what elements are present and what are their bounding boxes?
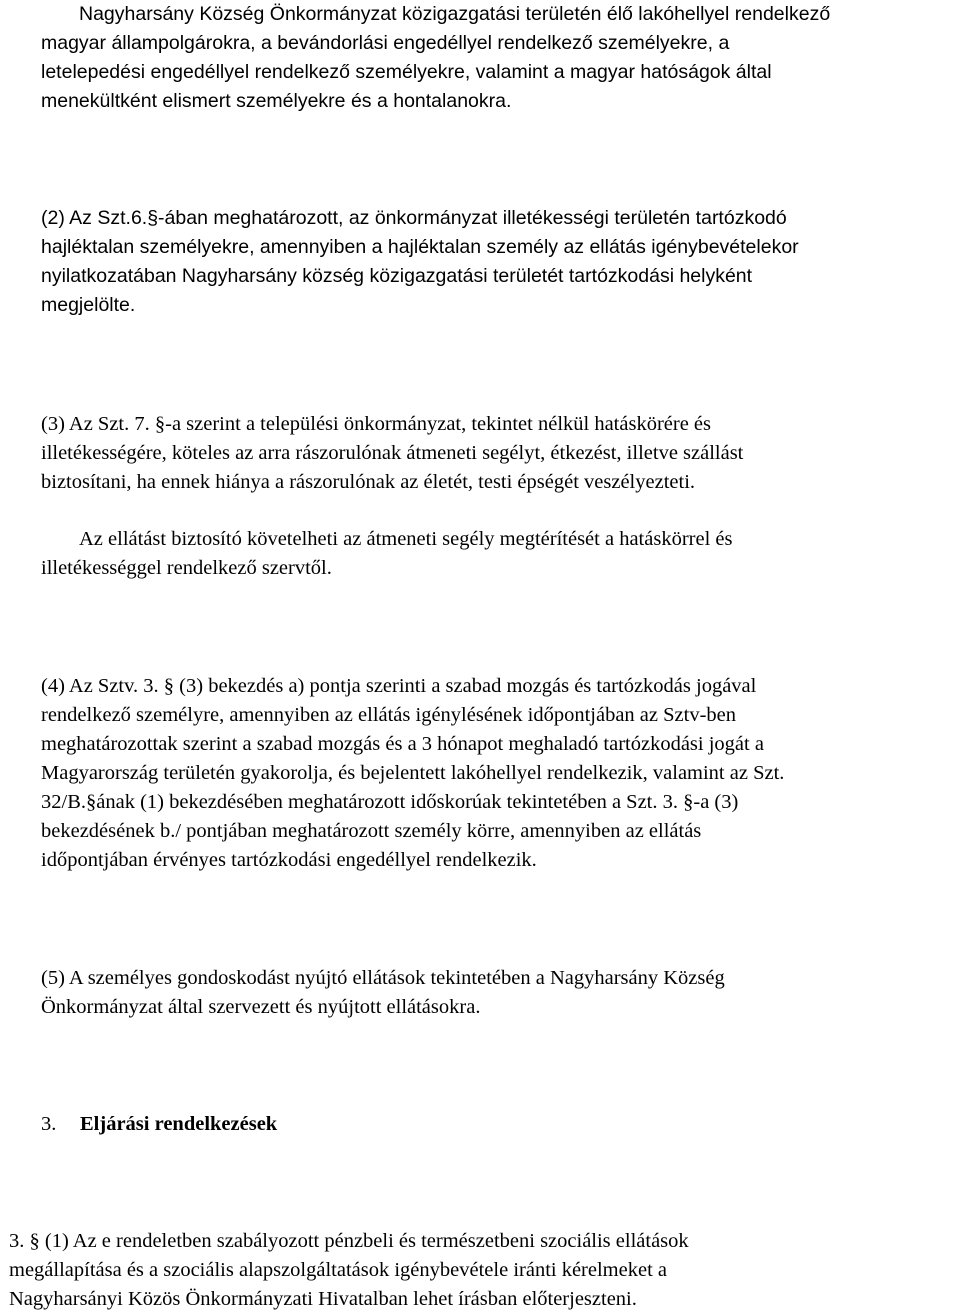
text-line: időpontjában érvényes tartózkodási engedéllyel rendelkezik.: [41, 849, 537, 871]
text-line: 3. § (1) Az e rendeletben szabályozott pénzbeli és természetbeni szociális ellátások: [9, 1230, 689, 1252]
paragraph-5-personal-care: [41, 964, 941, 1022]
text-line: 32/B.§ának (1) bekezdésében meghatározott időskorúak tekintetében a Szt. 3. §-a (3): [41, 791, 739, 813]
text-line: Önkormányzat által szervezett és nyújtott ellátásokra.: [41, 996, 481, 1018]
paragraph-2-homeless: [41, 204, 941, 320]
section-heading: Eljárási rendelkezések: [80, 1113, 278, 1135]
text-line: Az ellátást biztosító követelheti az átmeneti segély megtérítését a hatáskörrel és: [79, 528, 733, 550]
text-line: megjelölte.: [41, 294, 136, 316]
paragraph-section-3-1: [9, 1227, 909, 1314]
paragraph-3-emergency-aid: [41, 410, 941, 497]
text-line: (2) Az Szt.6.§-ában meghatározott, az önkormányzat illetékességi területén tartózkodó: [41, 207, 787, 229]
paragraph-reimbursement: [41, 525, 941, 583]
text-line: biztosítani, ha ennek hiánya a rászorulónak az életét, testi épségét veszélyezteti.: [41, 471, 696, 493]
text-line: megállapítása és a szociális alapszolgáltatások igénybevétele iránti kérelmeket a: [9, 1259, 667, 1281]
text-line: (3) Az Szt. 7. §-a szerint a települési önkormányzat, tekintet nélkül hatáskörére és: [41, 413, 712, 435]
text-line: magyar állampolgárokra, a bevándorlási engedéllyel rendelkező személyekre, a: [41, 32, 730, 54]
text-line: illetékességgel rendelkező szervtől.: [41, 557, 332, 579]
text-line: Nagyharsány Község Önkormányzat közigazgatási területén élő lakóhellyel rendelkező: [79, 3, 831, 25]
text-line: letelepedési engedéllyel rendelkező személyekre, valamint a magyar hatóságok által: [41, 61, 772, 83]
paragraph-4-free-movement: [41, 672, 941, 875]
text-line: hajléktalan személyekre, amennyiben a hajléktalan személy az ellátás igénybevételekor: [41, 236, 799, 258]
text-line: (5) A személyes gondoskodást nyújtó ellátások tekintetében a Nagyharsány Község: [41, 967, 725, 989]
text-line: Nagyharsányi Közös Önkormányzati Hivatalban lehet írásban előterjeszteni.: [9, 1288, 637, 1310]
text-line: illetékességére, köteles az arra rászorulónak átmeneti segélyt, étkezést, illetve szállást: [41, 442, 744, 464]
text-line: menekültként elismert személyekre és a hontalanokra.: [41, 90, 512, 112]
text-line: nyilatkozatában Nagyharsány község közigazgatási területét tartózkodási helyként: [41, 265, 753, 287]
section-number: 3.: [41, 1113, 57, 1135]
text-line: rendelkező személyre, amennyiben az ellátás igénylésének időpontjában az Sztv-ben: [41, 704, 736, 726]
paragraph-scope-intro: [41, 0, 941, 116]
text-line: meghatározottak szerint a szabad mozgás és a 3 hónapot meghaladó tartózkodási jogát a: [41, 733, 764, 755]
text-line: Magyarország területén gyakorolja, és bejelentett lakóhellyel rendelkezik, valamint az Szt.: [41, 762, 785, 784]
text-line: bekezdésének b./ pontjában meghatározott személy körre, amennyiben az ellátás: [41, 820, 702, 842]
text-line: (4) Az Sztv. 3. § (3) bekezdés a) pontja szerinti a szabad mozgás és tartózkodás jogával: [41, 675, 757, 697]
